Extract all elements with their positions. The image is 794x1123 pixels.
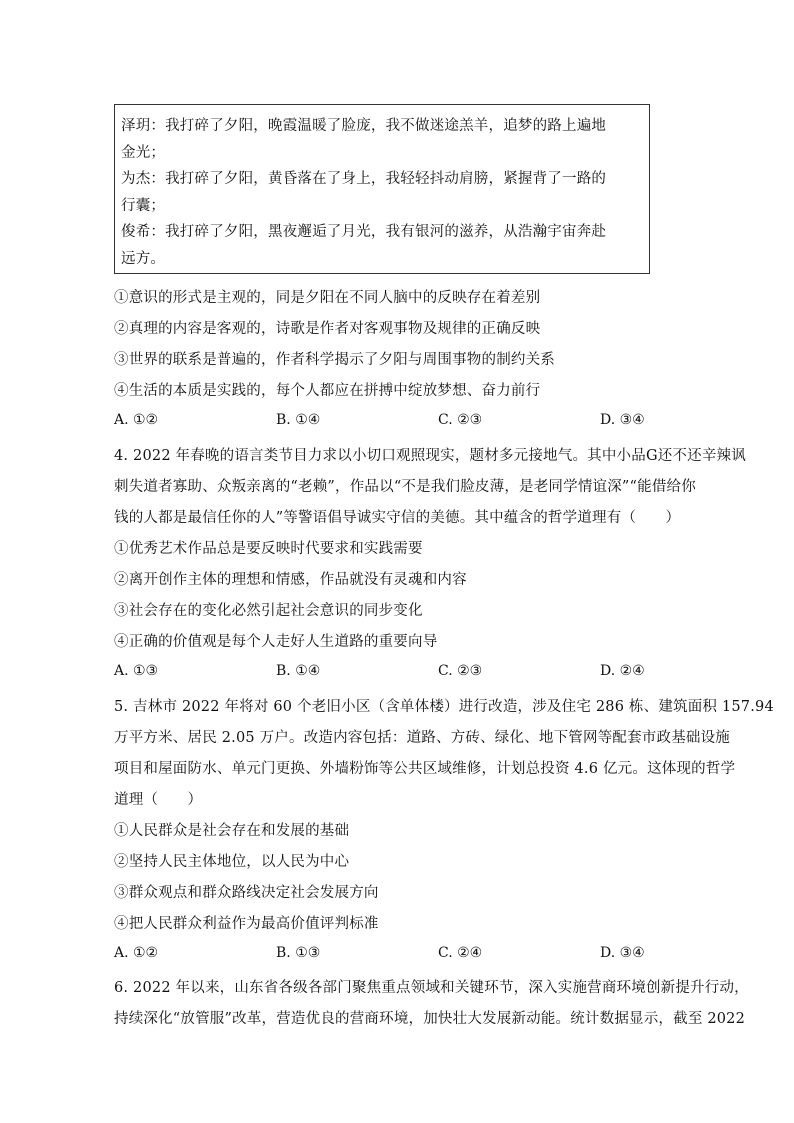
q5-choices bbox=[114, 945, 674, 965]
quote-line: 金光； bbox=[121, 144, 166, 161]
q3-option-1: ①意识的形式是主观的，同是夕阳在不同人脑中的反映存在着差别 bbox=[114, 290, 541, 306]
choice-d[interactable]: D. ②④ bbox=[600, 663, 645, 679]
q4-stem-line: 4. 2022 年春晚的语言类节目力求以小切口观照现实，题材多元接地气。其中小品G还不还辛辣讽 bbox=[114, 448, 746, 464]
q4-option-1: ①优秀艺术作品总是要反映时代要求和实践需要 bbox=[114, 541, 423, 557]
choice-c[interactable]: C. ②④ bbox=[438, 945, 483, 961]
q5-stem-line: 万平方米、居民 2.05 万户。改造内容包括：道路、方砖、绿化、地下管网等配套市政基础设施 bbox=[114, 730, 730, 746]
q5-option-1: ①人民群众是社会存在和发展的基础 bbox=[114, 823, 350, 839]
q4-option-4: ④正确的价值观是每个人走好人生道路的重要向导 bbox=[114, 634, 438, 650]
choice-b[interactable]: B. ①④ bbox=[276, 663, 321, 679]
q4-option-2: ②离开创作主体的理想和情感，作品就没有灵魂和内容 bbox=[114, 572, 467, 588]
q3-option-2: ②真理的内容是客观的，诗歌是作者对客观事物及规律的正确反映 bbox=[114, 321, 541, 337]
quote-line: 远方。 bbox=[121, 250, 166, 267]
poem-quote-box bbox=[114, 104, 650, 274]
choice-a[interactable]: A. ①② bbox=[114, 412, 159, 428]
q6-stem-line: 6. 2022 年以来，山东省各级各部门聚焦重点领域和关键环节，深入实施营商环境创新提升行动， bbox=[114, 980, 749, 996]
quote-line: 俊希：我打碎了夕阳，黑夜邂逅了月光，我有银河的滋养，从浩瀚宇宙奔赴 bbox=[121, 224, 607, 240]
choice-a[interactable]: A. ①② bbox=[114, 945, 159, 961]
q5-option-3: ③群众观点和群众路线决定社会发展方向 bbox=[114, 885, 379, 901]
choice-d[interactable]: D. ③④ bbox=[600, 945, 645, 961]
q5-stem-line: 道理（ ） bbox=[114, 792, 203, 808]
choice-b[interactable]: B. ①③ bbox=[276, 945, 321, 961]
choice-d[interactable]: D. ③④ bbox=[600, 412, 645, 428]
q4-stem-line: 钱的人都是最信任你的人”等警语倡导诚实守信的美德。其中蕴含的哲学道理有（ ） bbox=[114, 510, 681, 526]
choice-c[interactable]: C. ②③ bbox=[438, 663, 483, 679]
q5-stem-line: 5. 吉林市 2022 年将对 60 个老旧小区（含单体楼）进行改造，涉及住宅 286 栋、建筑面积 157.94 bbox=[114, 699, 774, 715]
q5-stem-line: 项目和屋面防水、单元门更换、外墙粉饰等公共区域维修，计划总投资 4.6 亿元。这体现的哲学 bbox=[114, 761, 736, 777]
q5-option-2: ②坚持人民主体地位，以人民为中心 bbox=[114, 854, 350, 870]
q3-option-4: ④生活的本质是实践的，每个人都应在拼搏中绽放梦想、奋力前行 bbox=[114, 383, 541, 399]
choice-c[interactable]: C. ②③ bbox=[438, 412, 483, 428]
q6-stem-line: 持续深化“放管服”改革，营造优良的营商环境，加快壮大发展新动能。统计数据显示，截至 2022 bbox=[114, 1011, 746, 1027]
q4-stem-line: 刺失道者寡助、众叛亲离的“老赖”，作品以“不是我们脸皮薄，是老同学情谊深”“能借给你 bbox=[114, 479, 696, 495]
q3-option-3: ③世界的联系是普遍的，作者科学揭示了夕阳与周围事物的制约关系 bbox=[114, 352, 555, 368]
choice-a[interactable]: A. ①③ bbox=[114, 663, 159, 679]
q4-choices bbox=[114, 663, 674, 683]
quote-line: 泽玥：我打碎了夕阳，晚霞温暖了脸庞，我不做迷途羔羊，追梦的路上遍地 bbox=[121, 118, 607, 134]
q5-option-4: ④把人民群众利益作为最高价值评判标准 bbox=[114, 916, 379, 932]
quote-line: 为杰：我打碎了夕阳，黄昏落在了身上，我轻轻抖动肩膀，紧握背了一路的 bbox=[121, 171, 607, 187]
choice-b[interactable]: B. ①④ bbox=[276, 412, 321, 428]
q4-option-3: ③社会存在的变化必然引起社会意识的同步变化 bbox=[114, 603, 423, 619]
quote-line: 行囊； bbox=[121, 197, 166, 214]
q3-choices bbox=[114, 412, 674, 432]
